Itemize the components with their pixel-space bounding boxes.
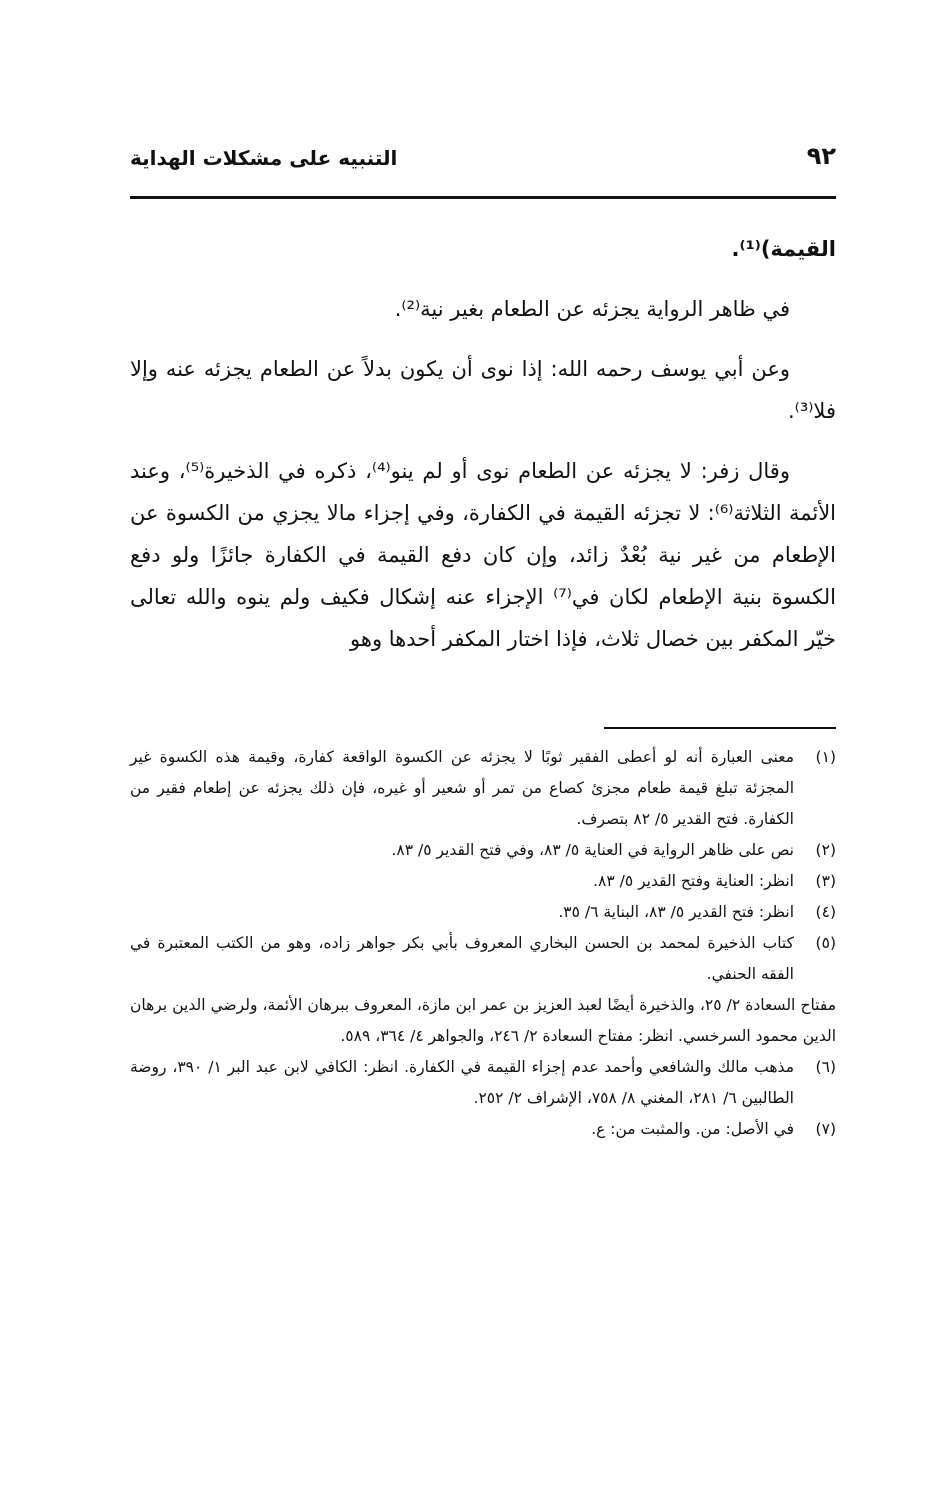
footnote-7 — [130, 1114, 836, 1145]
footnote-6 — [130, 1052, 836, 1114]
footnote-text: في الأصل: من. والمثبت من: ع. — [591, 1120, 794, 1138]
footnote-number: (٦) — [815, 1058, 836, 1076]
footnote-number: (٣) — [815, 872, 836, 890]
footnote-text: كتاب الذخيرة لمحمد بن الحسن البخاري المعروف بأبي بكر جواهر زاده، وهو من الكتب المعتبرة في الفقه الحنفي. — [130, 934, 794, 983]
header-rule — [130, 196, 836, 199]
footnote-3 — [130, 866, 836, 897]
footnote-text: مذهب مالك والشافعي وأحمد عدم إجزاء القيمة في الكفارة. انظر: الكافي لابن عبد البر ١/ ٣٩٠، روضة الطالبين ٦/ ٢٨١، المغني ٨/ ٧٥٨، الإشراف ٢/ ٢٥٢. — [130, 1058, 794, 1107]
footnote-number: (٢) — [815, 841, 836, 859]
footnote-text: انظر: العناية وفتح القدير ٥/ ٨٣. — [593, 872, 794, 890]
footnote-4 — [130, 897, 836, 928]
main-text — [130, 228, 836, 660]
page-header — [130, 142, 836, 182]
paragraph-4: وقال زفر: لا يجزئه عن الطعام نوى أو لم ينو⁽⁴⁾، ذكره في الذخيرة⁽⁵⁾، وعند الأئمة الثلاثة⁽⁶⁾: لا تجزئه القيمة في الكفارة، وفي إجزاء مالا يجزي من الكسوة عن الإطعام من غير نية بُعْدٌ زائد، وإن كان دفع القيمة في الكفارة جائزًا ولو دفع الكسوة بنية الإطعام لكان في⁽⁷⁾ الإجزاء عنه إشكال فكيف ولم ينوه والله تعالى خيّر المكفر بين خصال ثلاث، فإذا اختار المكفر أحدها وهو — [130, 459, 837, 651]
footnote-2 — [130, 835, 836, 866]
footnote-number: (٤) — [815, 903, 836, 921]
paragraph-1: القيمة)⁽¹⁾. — [731, 237, 836, 261]
footnote-text: انظر: فتح القدير ٥/ ٨٣، البناية ٦/ ٣٥. — [558, 903, 794, 921]
footnote-number: (٧) — [815, 1120, 836, 1138]
footnote-5 — [130, 928, 836, 990]
footnote-1 — [130, 742, 836, 835]
footnote-number: (٥) — [815, 934, 836, 952]
footnote-separator — [604, 727, 836, 729]
paragraph-3: وعن أبي يوسف رحمه الله: إذا نوى أن يكون بدلاً عن الطعام يجزئه عنه وإلا فلا⁽³⁾. — [130, 357, 836, 423]
paragraph-2: في ظاهر الرواية يجزئه عن الطعام بغير نية⁽²⁾. — [394, 297, 790, 321]
running-title: التنبيه على مشكلات الهداية — [130, 146, 398, 170]
footnote-number: (١) — [815, 748, 836, 766]
footnote-text: نص على ظاهر الرواية في العناية ٥/ ٨٣، وفي فتح القدير ٥/ ٨٣. — [391, 841, 794, 859]
footnotes — [130, 742, 836, 1145]
page-number: ٩٢ — [806, 142, 836, 170]
footnote-text: معنى العبارة أنه لو أعطى الفقير ثوبًا لا يجزئه عن الكسوة الواقعة كفارة، وقيمة هذه الكسوة غير المجزئة تبلغ قيمة طعام مجزئ كصاع من تمر أو شعير أو غيره، فإن ذلك يجزئه عن إطعام فقير من الكفارة. فتح القدير ٥/ ٨٢ بتصرف. — [130, 748, 794, 828]
footnote-5-continuation: مفتاح السعادة ٢/ ٢٥، والذخيرة أيضًا لعبد العزيز بن عمر ابن مازة، المعروف ببرهان الأئمة، ولرضي الدين برهان الدين محمود السرخسي. انظر: مفتاح السعادة ٢/ ٢٤٦، والجواهر ٤/ ٣٦٤، ٥٨٩. — [130, 996, 836, 1045]
